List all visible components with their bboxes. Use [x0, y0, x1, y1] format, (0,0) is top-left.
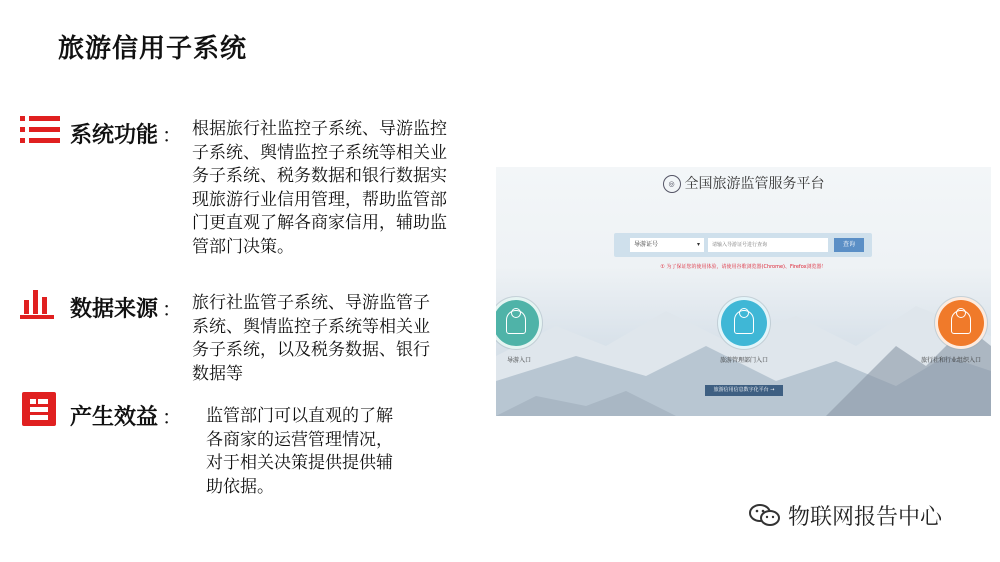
guide-icon — [496, 297, 542, 349]
body-line: 助依据。 — [206, 476, 274, 497]
portal-label: 旅行社和行业组织入口 — [920, 357, 981, 364]
platform-title-text: 全国旅游监管服务平台 — [684, 176, 825, 192]
section-heading-function — [70, 118, 182, 149]
body-line: 子系统、舆情监控子系统等相关业 — [192, 142, 447, 163]
body-line: 监管部门可以直观的了解 — [206, 406, 393, 426]
body-line: 现旅游行业信用管理，帮助监管部 — [192, 189, 447, 210]
platform-title — [496, 173, 991, 193]
section-heading-benefit — [70, 400, 182, 431]
body-line: 系统、舆情监控子系统等相关业 — [192, 316, 430, 337]
body-line: 管部门决策。 — [192, 236, 294, 257]
chevron-down-icon: ▾ — [696, 241, 700, 248]
body-line: 门更直观了解各商家信用，辅助监 — [192, 213, 447, 233]
search-bar — [614, 233, 872, 257]
slide-title: 旅游信用子系统 — [58, 34, 248, 64]
search-button[interactable]: 查询 — [834, 238, 864, 252]
agency-icon — [935, 297, 987, 349]
section-heading-source — [70, 292, 182, 323]
section-body-function — [192, 118, 482, 259]
body-line: 根据旅行社监控子系统、导游监控 — [192, 119, 447, 139]
admin-icon — [718, 297, 770, 349]
watermark — [748, 500, 942, 534]
portal-label: 旅游管理部门入口 — [719, 357, 768, 364]
portal-guide[interactable] — [496, 297, 544, 364]
heading-colon: ： — [162, 297, 183, 321]
heading-colon: ： — [162, 123, 183, 147]
bar-chart-icon — [20, 288, 56, 320]
credit-platform-link[interactable]: 旅游信用信息数字化平台 → — [705, 385, 783, 396]
select-value: 导游证号 — [634, 241, 659, 248]
watermark-text: 物联网报告中心 — [788, 505, 943, 530]
heading-text: 数据来源 — [70, 297, 159, 322]
heading-text: 产生效益 — [70, 405, 159, 430]
heading-text: 系统功能 — [70, 123, 159, 148]
document-icon — [22, 392, 58, 428]
body-line: 各商家的运营管理情况， — [206, 429, 393, 450]
search-type-select[interactable] — [630, 238, 704, 252]
body-line: 对于相关决策提供提供辅 — [206, 453, 393, 473]
list-icon — [20, 116, 60, 144]
search-input[interactable] — [708, 238, 828, 252]
browser-notice: ① 为了保证您的使用体验，请使用谷歌浏览器(Chrome)、Firefox浏览器！ — [660, 264, 827, 270]
platform-screenshot — [496, 167, 991, 416]
heading-colon: ： — [162, 405, 183, 429]
wechat-icon — [748, 502, 782, 534]
body-line: 务子系统，以及税务数据、银行 — [192, 340, 430, 360]
section-body-source — [192, 292, 482, 386]
body-line: 数据等 — [192, 363, 243, 384]
body-line: 务子系统、税务数据和银行数据实 — [192, 166, 447, 186]
portal-label: 导游入口 — [506, 357, 531, 364]
section-body-benefit — [206, 405, 466, 499]
portal-admin[interactable] — [694, 297, 794, 364]
platform-logo-icon: ◎ — [663, 175, 681, 193]
portal-agency[interactable] — [921, 297, 991, 364]
body-line: 旅行社监管子系统、导游监管子 — [192, 293, 430, 313]
